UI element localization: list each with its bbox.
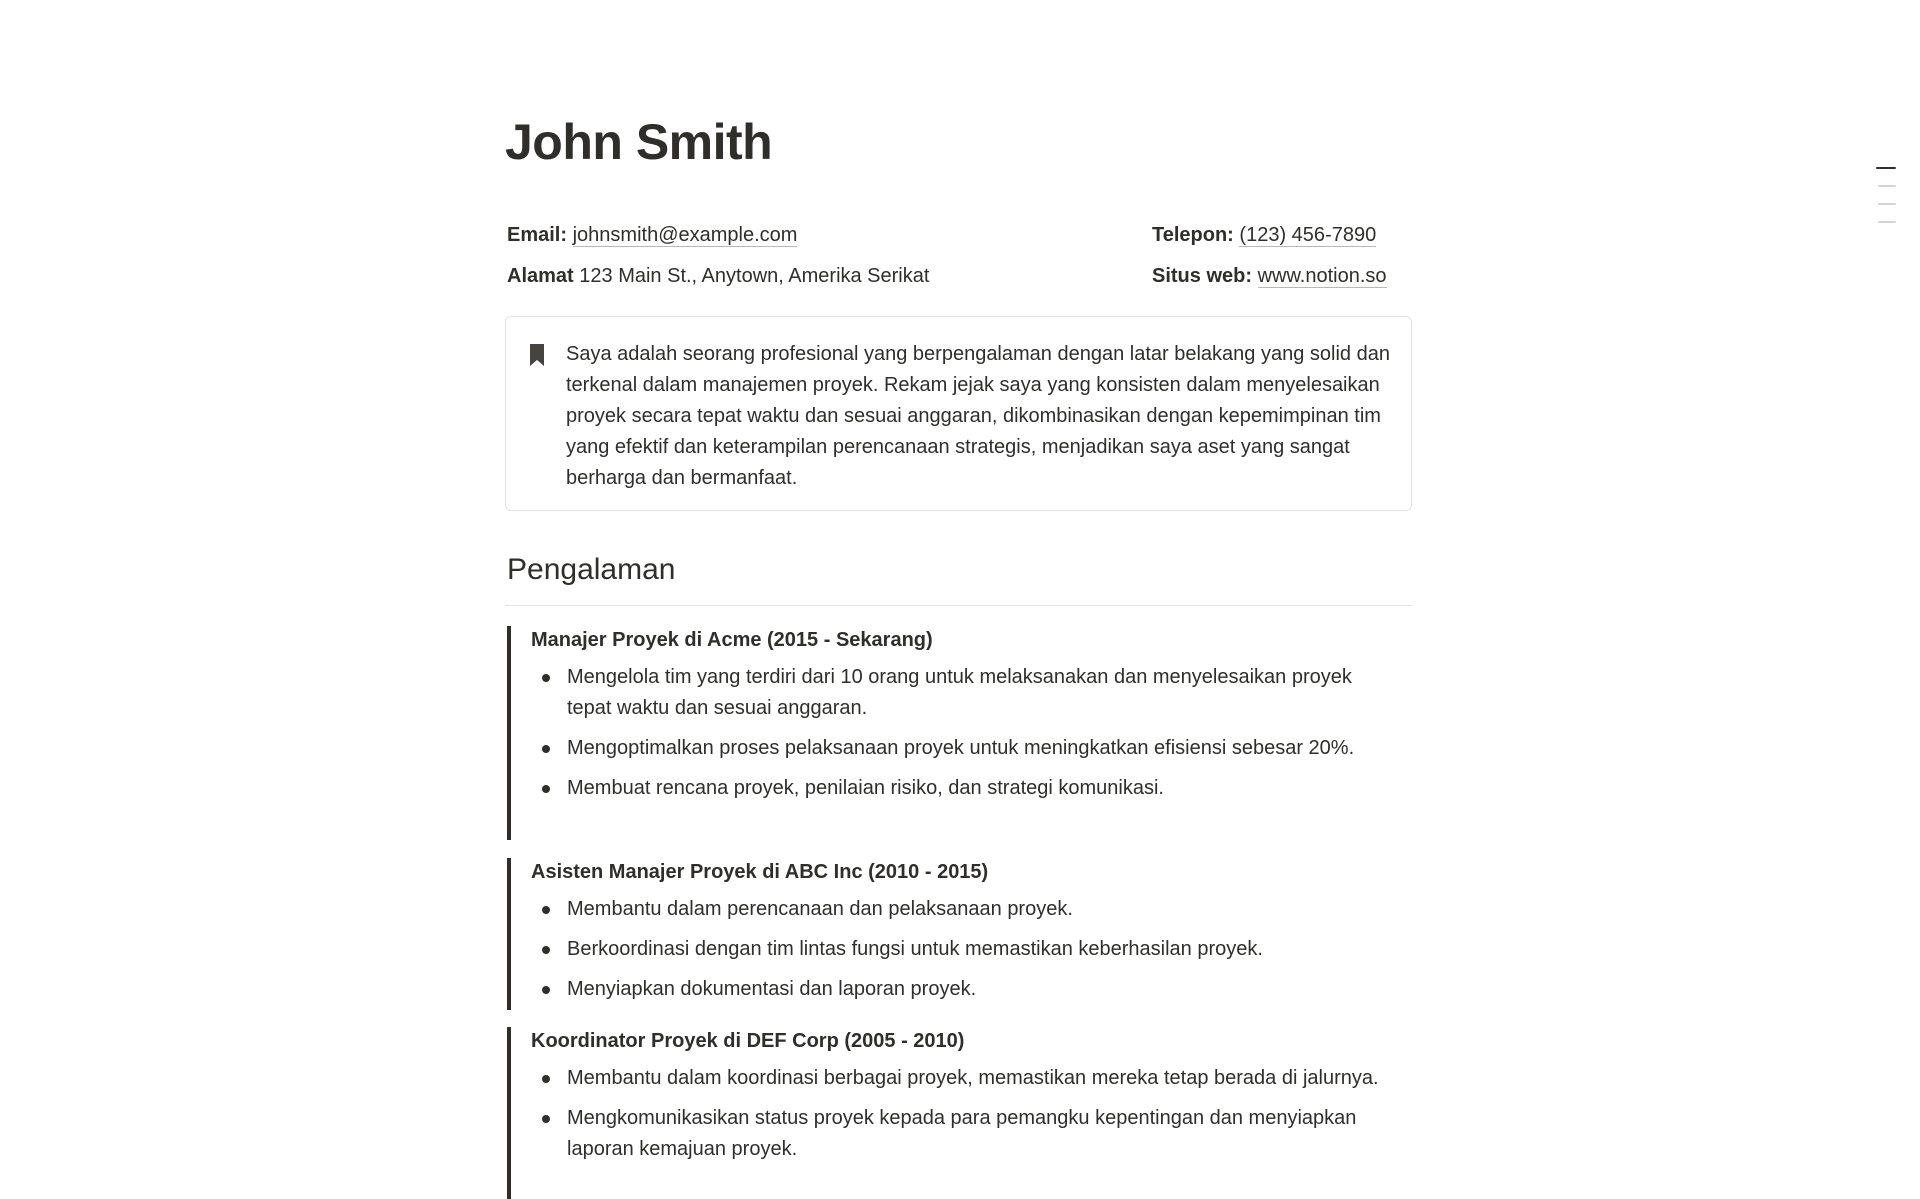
address-item — [507, 262, 929, 290]
summary-text: Saya adalah seorang profesional yang berpengalaman dengan latar belakang yang solid dan terkenal dalam manajemen proyek. Rekam jejak saya yang konsisten dalam menyelesaikan proyek secara tepat waktu dan sesuai anggaran, dikombinasikan dengan kepemimpinan tim yang efektif dan keterampilan perencanaan strategis, menjadikan saya aset yang sangat berharga dan bermanfaat. — [566, 343, 1390, 489]
email-label: Email: — [507, 224, 568, 246]
list-item-text: Membuat rencana proyek, penilaian risiko, dan strategi komunikasi. — [567, 777, 1164, 799]
list-item — [531, 1103, 1391, 1165]
toc-marker-active[interactable] — [1876, 167, 1896, 169]
bullet-icon — [542, 946, 550, 954]
website-item — [1152, 262, 1387, 290]
table-of-contents-icon[interactable] — [1876, 167, 1896, 239]
bullet-icon — [542, 745, 550, 753]
email-item — [507, 221, 797, 249]
toc-marker[interactable] — [1878, 221, 1896, 223]
job-block — [507, 858, 1412, 1010]
bullet-icon — [542, 1075, 550, 1083]
job-title: Asisten Manajer Proyek di ABC Inc (2010 - 2015) — [531, 861, 989, 883]
address-value: 123 Main St., Anytown, Amerika Serikat — [579, 265, 930, 287]
address-label: Alamat — [507, 265, 574, 287]
section-divider — [505, 605, 1412, 606]
list-item-text: Membantu dalam koordinasi berbagai proyek, memastikan mereka tetap berada di jalurnya. — [567, 1067, 1379, 1089]
bullet-icon — [542, 785, 550, 793]
bullet-icon — [542, 674, 550, 682]
list-item-text: Mengkomunikasikan status proyek kepada para pemangku kepentingan dan menyiapkan laporan kemajuan proyek. — [567, 1107, 1357, 1160]
list-item-text: Mengelola tim yang terdiri dari 10 orang untuk melaksanakan dan menyelesaikan proyek tepat waktu dan sesuai anggaran. — [567, 666, 1352, 719]
website-label: Situs web: — [1152, 265, 1253, 287]
phone-item — [1152, 221, 1376, 249]
bullet-icon — [542, 986, 550, 994]
summary-callout — [505, 316, 1412, 511]
list-item — [531, 662, 1391, 724]
list-item — [531, 974, 1391, 1005]
list-item — [531, 934, 1391, 965]
bullet-icon — [542, 906, 550, 914]
experience-heading: Pengalaman — [507, 553, 676, 586]
job-bullets — [531, 894, 1391, 1014]
toc-marker[interactable] — [1878, 185, 1896, 187]
phone-label: Telepon: — [1152, 224, 1234, 246]
job-block — [507, 1027, 1412, 1199]
bookmark-icon — [528, 343, 546, 367]
list-item — [531, 1063, 1391, 1094]
job-title: Koordinator Proyek di DEF Corp (2005 - 2010) — [531, 1030, 965, 1052]
job-block — [507, 626, 1412, 840]
list-item-text: Menyiapkan dokumentasi dan laporan proyek. — [567, 978, 977, 1000]
phone-link[interactable]: (123) 456-7890 — [1239, 224, 1377, 246]
list-item-text: Mengoptimalkan proses pelaksanaan proyek untuk meningkatkan efisiensi sebesar 20%. — [567, 737, 1355, 759]
list-item — [531, 894, 1391, 925]
list-item-text: Berkoordinasi dengan tim lintas fungsi untuk memastikan keberhasilan proyek. — [567, 938, 1263, 960]
job-title: Manajer Proyek di Acme (2015 - Sekarang) — [531, 629, 933, 651]
job-bullets — [531, 662, 1391, 813]
website-link[interactable]: www.notion.so — [1257, 265, 1387, 287]
page-title: John Smith — [505, 114, 773, 170]
email-link[interactable]: johnsmith@example.com — [572, 224, 798, 246]
list-item — [531, 773, 1391, 804]
bullet-icon — [542, 1115, 550, 1123]
list-item-text: Membantu dalam perencanaan dan pelaksanaan proyek. — [567, 898, 1073, 920]
list-item — [531, 733, 1391, 764]
toc-marker[interactable] — [1878, 203, 1896, 205]
job-bullets — [531, 1063, 1391, 1174]
